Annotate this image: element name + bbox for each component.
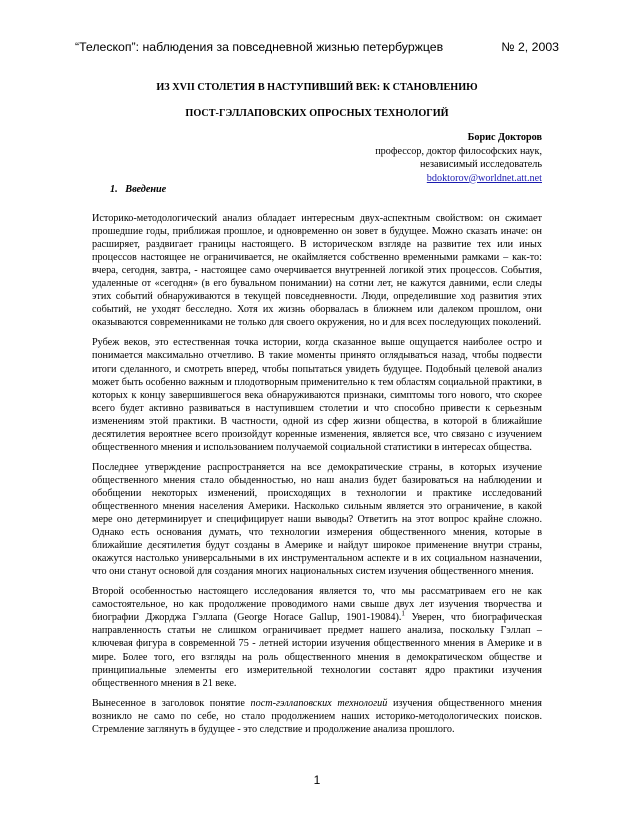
running-header <box>75 40 559 56</box>
article-title-line-2: ПОСТ-ГЭЛЛАПОВСКИХ ОПРОСНЫХ ТЕХНОЛОГИЙ <box>185 108 449 119</box>
section-title: Введение <box>125 184 167 195</box>
paragraph-4-text-b: Уверен, что биографическая направленность статьи не слишком ограничивает предмет нашего анализа, поскольку Гэллап – ключевая фигура в современной 75 - летней истории изучения общественного мнения в Америке и в мире. Более того, его взгляды на роль общественного мнения в демократическом обществе и принципиальные элементы его измерительной технологии составят ядро практики изучения общественного мнения в 21 веке. <box>92 612 543 689</box>
author-affiliation: независимый исследователь <box>419 159 542 170</box>
paragraph-4 <box>92 585 542 689</box>
paragraph-4-text-a: Второй особенностью настоящего исследования является то, что мы рассматриваем его не как самостоятельное, но как продолжение проводимого нами свыше двух лет изучения творчества и биографии Джорджа Гэллапа (George Horace Gallup, 1901-19084). <box>92 586 542 624</box>
section-heading <box>110 184 166 195</box>
page-number: 1 <box>313 773 321 787</box>
paragraph-5-text-a: Вынесенное в заголовок понятие <box>92 697 251 709</box>
paragraph-5-emphasis: пост-гэллаповских технологий <box>250 697 388 709</box>
author-block <box>375 131 542 185</box>
paragraph-5-text-b: изучения общественного мнения возникло не само по себе, но стало продолжением наших историко-методологических поисков. Стремление заглянуть в будущее - это следствие и продолжение анализа прошлого. <box>92 697 542 735</box>
author-position: профессор, доктор философских наук, <box>375 145 542 157</box>
paragraph-5 <box>92 697 542 736</box>
footnote-ref-1[interactable]: 1 <box>401 609 405 618</box>
author-email-link[interactable]: bdoktorov@worldnet.att.net <box>426 172 542 184</box>
article-body <box>92 212 542 743</box>
paragraph-1: Историко-методологический анализ обладает интересным двух-аспектным свойством: он сжимает прошедшие годы, приближая прошлое, и одновременно он зовет в будущее. Можно сказать иначе: он расширяет, раздвигает границы настоящего. В историческом взгляде на развитие тех или иных процессов настоящее не ограничивается, не окаймляется собственно временными рамками – как-то: вчера, сегодня, завтра, - настоящее само очерчивается внутренней логикой этих процессов. События, удаленные от «сегодня» (в его бувальном понимании) на сотни лет, не кажутся давними, если следы этих событий обнаруживаются в текущей повседневности. Люди, определившие ход развития этих событий, не уходят бесследно. Хотя их жизнь оборвалась в ближнем или далеком прошлом, они оказываются современниками не только для своего окружения, но и для всех последующих поколений. <box>92 213 542 329</box>
journal-title: “Телескоп”: наблюдения за повседневной жизнью петербуржцев <box>75 40 444 54</box>
paragraph-2: Рубеж веков, это естественная точка истории, когда сказанное выше ощущается наиболее остро и понимается максимально отчетливо. В такие моменты принято оглядываться назад, чтобы подвести итоги сделанного, и смотреть вперед, чтобы попытаться увидеть будущее. Подобный целевой анализ может быть особенно важным и плодотворным применительно к тем областям социальной практики, в которых к концу завершившегося века обнаруживаются признаки, симптомы того нового, что скорее всего будет активно развиваться в наступившем столетии и что способно привести к серьезным изменениям этой практики. В частности, одной из сфер жизни общества, в которой в ближайшие десятилетия вероятнее всего произойдут коренные изменения, является все, что связано с изучением общественного мнения и использованием получаемой социальной статистики в интересах общества. <box>92 337 542 453</box>
paragraph-3: Последнее утверждение распространяется на все демократические страны, в которых изучение общественного мнения стало обыденностью, но наш анализ будет базироваться на наблюдении и обобщении некоторых изменений, происходящих в технологии и практике исследований общественного мнения населения Америки. Насколько сильным является это ограничение, в какой мере оно детерминирует и специфицирует наши выводы? Ответить на этот вопрос крайне сложно. Однако есть основания думать, что технологии измерения общественного мнения, которые в ближайшие десятилетия будут созданы в Америке и найдут широкое применение внутри страны, окажутся настолько универсальными в их инструментальном аспекте и в их социальном назначении, что они станут основой для создания многих национальных систем изучения общественного мнения. <box>92 461 542 578</box>
section-number: 1. <box>110 184 118 195</box>
author-name: Борис Докторов <box>467 132 542 143</box>
issue-number: № 2, 2003 <box>501 40 559 54</box>
article-title-line-1: ИЗ XVII СТОЛЕТИЯ В НАСТУПИВШИЙ ВЕК: К СТАНОВЛЕНИЮ <box>156 82 478 93</box>
